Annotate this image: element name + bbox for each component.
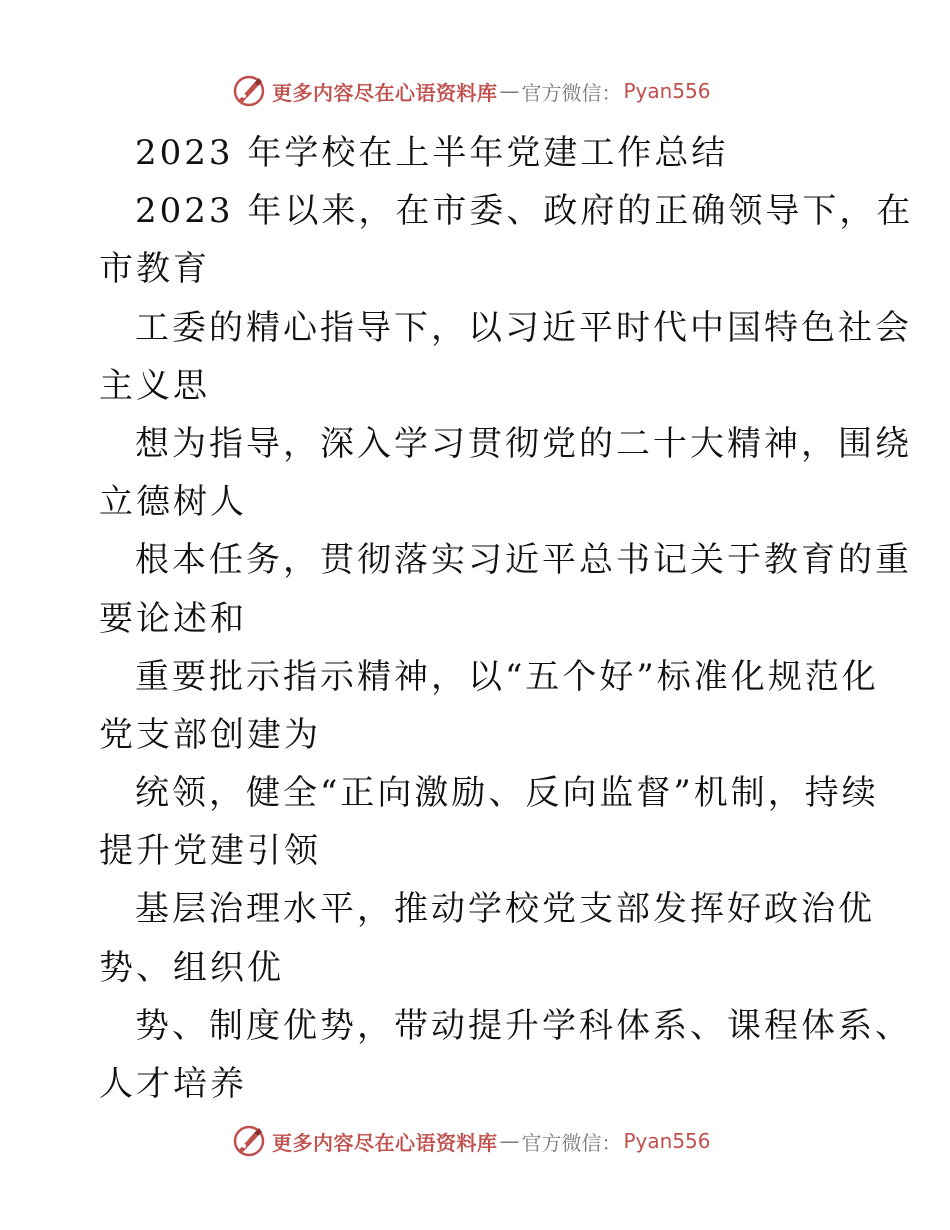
header-banner [232,71,711,111]
document-title: 2023 年学校在上半年党建工作总结 [135,133,729,173]
paragraph-line: 想为指导，深入学习贯彻党的二十大精神，围绕 [135,423,912,464]
paragraph-line: 提升党建引领 [99,831,321,872]
paragraph-line: 基层治理水平，推动学校党支部发挥好政治优 [135,889,875,930]
document-body [99,124,914,1113]
paragraph-line: 要论述和 [99,598,247,639]
banner-wechat-label: 官方微信： [521,1130,622,1155]
pen-logo-icon [232,74,266,108]
paragraph-line: 势、组织优 [99,947,284,988]
footer-banner [232,1121,711,1161]
paragraph-line: 2023 年以来，在市委、政府的正确领导下，在 [135,191,914,232]
paragraph-line: 根本任务，贯彻落实习近平总书记关于教育的重 [135,540,912,581]
paragraph-line: 势、制度优势，带动提升学科体系、课程体系、 [135,1005,912,1046]
banner-main-text: 更多内容尽在心语资料库 [272,1130,498,1155]
banner-wechat-id: Pyan556 [623,1129,711,1153]
paragraph-line: 人才培养 [99,1064,247,1104]
paragraph-line: 主义思 [99,365,210,406]
paragraph-line: 重要批示指示精神，以“五个好”标准化规范化 [135,656,879,697]
paragraph-line: 党支部创建为 [99,714,321,755]
paragraph-line: 统领，健全“正向激励、反向监督”机制，持续 [135,773,879,814]
banner-separator: — [499,1129,520,1153]
banner-separator: — [499,79,520,103]
pen-logo-icon [232,1124,266,1158]
banner-wechat-label: 官方微信： [521,80,622,105]
paragraph-line: 市教育 [99,249,210,290]
banner-wechat-id: Pyan556 [623,79,711,103]
paragraph-line: 工委的精心指导下，以习近平时代中国特色社会 [135,307,912,348]
paragraph-line: 立德树人 [99,482,247,523]
banner-main-text: 更多内容尽在心语资料库 [272,80,498,105]
